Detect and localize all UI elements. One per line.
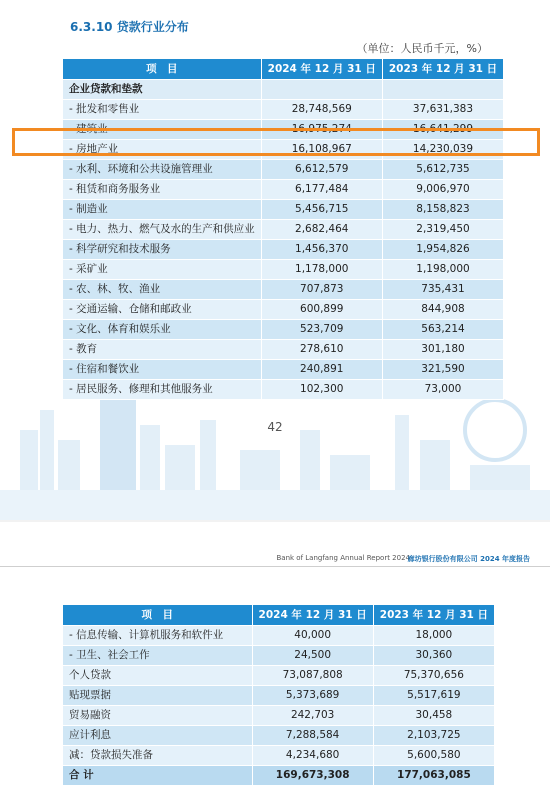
footer-english: Bank of Langfang Annual Report 2024 bbox=[276, 554, 410, 562]
table-row bbox=[63, 240, 504, 260]
value-2023: 37,631,383 bbox=[382, 100, 503, 120]
table-row bbox=[63, 666, 495, 686]
value-2024: 169,673,308 bbox=[252, 766, 373, 786]
row-label: - 信息传输、计算机服务和软件业 bbox=[63, 626, 253, 646]
loan-industry-table-part2 bbox=[62, 604, 495, 786]
value-2023: 9,006,970 bbox=[382, 180, 503, 200]
value-2023: 75,370,656 bbox=[373, 666, 494, 686]
header-2024: 2024 年 12 月 31 日 bbox=[261, 59, 382, 80]
total-row bbox=[63, 766, 495, 786]
unit-note: （单位：人民币千元，%） bbox=[356, 42, 488, 55]
value-2024: 600,899 bbox=[261, 300, 382, 320]
table-row bbox=[63, 100, 504, 120]
value-2023: 1,954,826 bbox=[382, 240, 503, 260]
table-row bbox=[63, 200, 504, 220]
value-2024: 6,177,484 bbox=[261, 180, 382, 200]
value-2024: 707,873 bbox=[261, 280, 382, 300]
row-label: - 教育 bbox=[63, 340, 262, 360]
table-row bbox=[63, 626, 495, 646]
value-2024: 1,456,370 bbox=[261, 240, 382, 260]
footer-chinese: 廊坊银行股份有限公司 2024 年度报告 bbox=[407, 555, 530, 563]
value-2023: 2,103,725 bbox=[373, 726, 494, 746]
page-header bbox=[0, 552, 550, 566]
table-row bbox=[63, 380, 504, 400]
value-2024: 16,975,274 bbox=[261, 120, 382, 140]
value-2023: 30,458 bbox=[373, 706, 494, 726]
row-label: - 居民服务、修理和其他服务业 bbox=[63, 380, 262, 400]
page-divider bbox=[0, 520, 550, 522]
value-2023: 16,641,299 bbox=[382, 120, 503, 140]
row-label: - 交通运输、仓储和邮政业 bbox=[63, 300, 262, 320]
row-label: - 水利、环境和公共设施管理业 bbox=[63, 160, 262, 180]
header-item: 项 目 bbox=[63, 59, 262, 80]
value-2024: 6,612,579 bbox=[261, 160, 382, 180]
row-label: 减：贷款损失准备 bbox=[63, 746, 253, 766]
row-label: 个人贷款 bbox=[63, 666, 253, 686]
row-label: - 建筑业 bbox=[63, 120, 262, 140]
value-2024: 242,703 bbox=[252, 706, 373, 726]
header-2024: 2024 年 12 月 31 日 bbox=[252, 605, 373, 626]
value-2024: 73,087,808 bbox=[252, 666, 373, 686]
value-2023: 18,000 bbox=[373, 626, 494, 646]
value-2023: 735,431 bbox=[382, 280, 503, 300]
table-row bbox=[63, 160, 504, 180]
row-label: - 租赁和商务服务业 bbox=[63, 180, 262, 200]
value-2024: 5,373,689 bbox=[252, 686, 373, 706]
group-label: 企业贷款和垫款 bbox=[63, 80, 262, 100]
value-2024: 278,610 bbox=[261, 340, 382, 360]
page-number: 42 bbox=[267, 420, 283, 434]
value-2023: 844,908 bbox=[382, 300, 503, 320]
table-row bbox=[63, 180, 504, 200]
value-2024: 523,709 bbox=[261, 320, 382, 340]
row-label: - 文化、体育和娱乐业 bbox=[63, 320, 262, 340]
group-row bbox=[63, 80, 504, 100]
value-2023: 30,360 bbox=[373, 646, 494, 666]
row-label: 贸易融资 bbox=[63, 706, 253, 726]
row-label: 贴现票据 bbox=[63, 686, 253, 706]
table-row bbox=[63, 320, 504, 340]
row-label: - 住宿和餐饮业 bbox=[63, 360, 262, 380]
empty-cell bbox=[382, 80, 503, 100]
table-row bbox=[63, 260, 504, 280]
value-2023: 14,230,039 bbox=[382, 140, 503, 160]
value-2023: 5,600,580 bbox=[373, 746, 494, 766]
row-label: - 制造业 bbox=[63, 200, 262, 220]
value-2023: 5,517,619 bbox=[373, 686, 494, 706]
table-row bbox=[63, 340, 504, 360]
value-2023: 2,319,450 bbox=[382, 220, 503, 240]
value-2024: 7,288,584 bbox=[252, 726, 373, 746]
row-label: - 房地产业 bbox=[63, 140, 262, 160]
value-2024: 5,456,715 bbox=[261, 200, 382, 220]
value-2023: 8,158,823 bbox=[382, 200, 503, 220]
table-row bbox=[63, 300, 504, 320]
header-item: 项 目 bbox=[63, 605, 253, 626]
value-2024: 40,000 bbox=[252, 626, 373, 646]
table-header-row bbox=[63, 605, 495, 626]
header-2023: 2023 年 12 月 31 日 bbox=[373, 605, 494, 626]
table-header-row bbox=[63, 59, 504, 80]
value-2023: 301,180 bbox=[382, 340, 503, 360]
value-2024: 4,234,680 bbox=[252, 746, 373, 766]
table-row bbox=[63, 280, 504, 300]
value-2024: 24,500 bbox=[252, 646, 373, 666]
value-2024: 1,178,000 bbox=[261, 260, 382, 280]
empty-cell bbox=[261, 80, 382, 100]
value-2023: 177,063,085 bbox=[373, 766, 494, 786]
row-label: - 农、林、牧、渔业 bbox=[63, 280, 262, 300]
highlight-box bbox=[12, 128, 540, 156]
row-label: 应计利息 bbox=[63, 726, 253, 746]
value-2024: 240,891 bbox=[261, 360, 382, 380]
value-2023: 1,198,000 bbox=[382, 260, 503, 280]
row-label: - 批发和零售业 bbox=[63, 100, 262, 120]
value-2023: 321,590 bbox=[382, 360, 503, 380]
table-row bbox=[63, 686, 495, 706]
value-2024: 102,300 bbox=[261, 380, 382, 400]
header-rule bbox=[0, 566, 550, 567]
value-2023: 5,612,735 bbox=[382, 160, 503, 180]
value-2024: 2,682,464 bbox=[261, 220, 382, 240]
value-2024: 28,748,569 bbox=[261, 100, 382, 120]
section-title: 6.3.10 贷款行业分布 bbox=[70, 20, 189, 34]
table-row bbox=[63, 746, 495, 766]
loan-industry-table-part1 bbox=[62, 58, 504, 400]
row-label: - 卫生、社会工作 bbox=[63, 646, 253, 666]
row-label: - 采矿业 bbox=[63, 260, 262, 280]
table-row bbox=[63, 360, 504, 380]
row-label: - 科学研究和技术服务 bbox=[63, 240, 262, 260]
table-row bbox=[63, 706, 495, 726]
header-2023: 2023 年 12 月 31 日 bbox=[382, 59, 503, 80]
value-2023: 73,000 bbox=[382, 380, 503, 400]
row-label: 合 计 bbox=[63, 766, 253, 786]
row-label: - 电力、热力、燃气及水的生产和供应业 bbox=[63, 220, 262, 240]
table-row bbox=[63, 220, 504, 240]
value-2023: 563,214 bbox=[382, 320, 503, 340]
table-row bbox=[63, 726, 495, 746]
table-row bbox=[63, 646, 495, 666]
value-2024: 16,108,967 bbox=[261, 140, 382, 160]
